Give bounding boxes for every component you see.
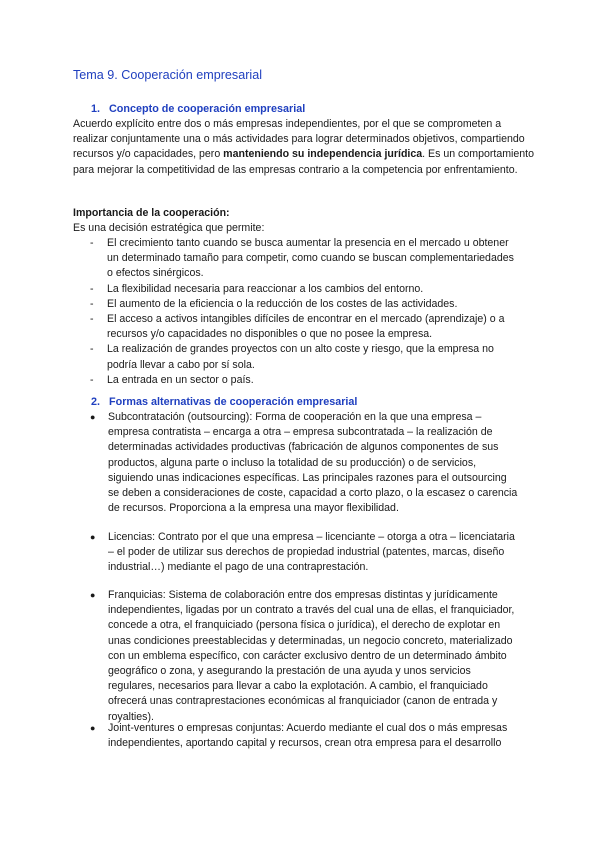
bullet-marker: ● [90,723,96,733]
forms-list-3 [90,588,520,725]
importance-list [90,236,516,388]
dash-marker: - [90,313,94,326]
list-item [90,312,516,342]
section-2-heading [91,395,357,410]
dash-marker: - [90,282,94,295]
section-2-number: 2. [91,396,101,408]
dash-marker: - [90,297,94,310]
list-item-text: Subcontratación (outsourcing): Forma de cooperación en la que una empresa – empresa contratista – encarga a otra – empresa subcontratada – la realización de determinadas actividades productivas (fabricación de algunos componentes de sus productos, alguna parte o incluso la totalidad de su producción) o de servicios, siguiendo unas indicaciones específicas. Las principales razones para el outsourcing se deben a consideraciones de coste, capacidad a corto plazo, o la escasez o carencia de recursos. Proporciona a la empresa una mayor flexibilidad. [108,411,518,515]
list-item-text: Franquicias: Sistema de colaboración entre dos empresas distintas y jurídicamente independientes, ligadas por un contrato a través del cual una de ellas, el franquiciador, concede a otra, el franquiciado (persona física o jurídica), el derecho de explotar en unas condiciones preestablecidas y determinadas, un negocio concreto, materializado con un emblema específico, con carácter exclusivo dentro de un determinado ámbito geográfico o zona, y asegurando la prestación de una ayuda y unos servicios regulares, necesarios para llevar a cabo la explotación. A cambio, el franquiciado ofrecerá unas contraprestaciones económicas al franquiciador (canon de entrada y royalties). [108,589,515,723]
concept-emphasis: manteniendo su independencia jurídica [223,148,423,161]
section-1-heading [91,102,305,117]
list-item [90,588,520,725]
forms-list-1 [90,410,520,516]
list-item [90,721,520,751]
list-item [90,373,516,388]
bullet-marker: ● [90,590,96,600]
list-item-text: La realización de grandes proyectos con un alto coste y riesgo, que la empresa no podría llevar a cabo por sí sola. [107,343,494,371]
list-item-text: El crecimiento tanto cuando se busca aumentar la presencia en el mercado u obtener un determinado tamaño para competir, como cuando se buscan complementariedades o efectos sinérgicos. [107,237,514,280]
list-item-text: El acceso a activos intangibles difíciles de encontrar en el mercado (aprendizaje) o a recursos y/o capacidades no disponibles o que no posee la empresa. [107,313,505,341]
concept-text-end: . Es un comportamiento para mejorar la competitividad de las empresas contrario a la competencia por enfrentamiento. [73,148,535,176]
list-item [90,282,516,297]
list-item [90,236,516,282]
section-1-title: Concepto de cooperación empresarial [109,103,306,115]
dash-marker: - [90,237,94,249]
list-item [90,530,520,576]
list-item-text: Licencias: Contrato por el que una empresa – licenciante – otorga a otra – licenciataria – el poder de utilizar sus derechos de propiedad industrial (patentes, marcas, diseño industrial…) mediante el pago de una contraprestación. [108,531,515,574]
forms-list-2 [90,530,520,576]
list-item-text: La flexibilidad necesaria para reaccionar a los cambios del entorno. [107,282,424,295]
list-item [90,342,516,372]
importance-heading: Importancia de la cooperación: [73,207,230,219]
document-title: Tema 9. Cooperación empresarial [73,68,262,82]
concept-text: Acuerdo explícito entre dos o más empresas independientes, por el que se comprometen a realizar conjuntamente una o más actividades para lograr determinados objetivos, compartiendo recursos y/o capacidades, pero [73,118,525,161]
dash-marker: - [90,343,94,356]
list-item [90,410,520,516]
list-item [90,297,516,312]
bullet-marker: ● [90,412,96,422]
bullet-marker: ● [90,532,96,542]
forms-list-4 [90,721,520,751]
section-1-number: 1. [91,103,101,115]
concept-paragraph [73,117,535,178]
list-item-text: La entrada en un sector o país. [107,373,254,386]
list-item-text: El aumento de la eficiencia o la reducción de los costes de las actividades. [107,297,458,310]
section-2-title: Formas alternativas de cooperación empresarial [109,396,358,408]
list-item-text: Joint-ventures o empresas conjuntas: Acuerdo mediante el cual dos o más empresas independientes, aportando capital y recursos, crean otra empresa para el desarrollo [108,722,508,750]
dash-marker: - [90,373,94,386]
importance-intro: Es una decisión estratégica que permite: [73,222,265,234]
